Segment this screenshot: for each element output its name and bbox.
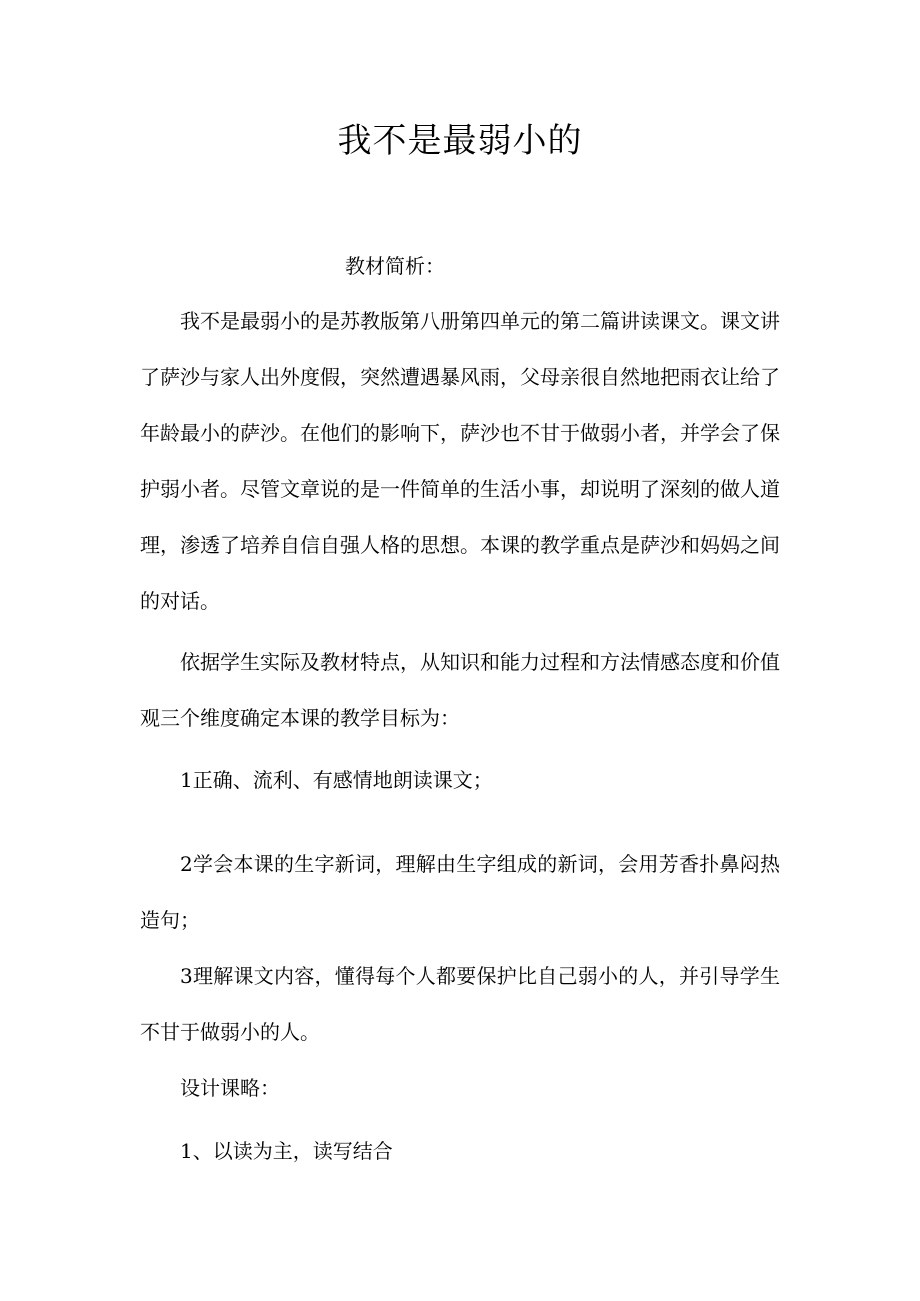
paragraph-material-analysis: 我不是最弱小的是苏教版第八册第四单元的第二篇讲读课文。课文讲了萨沙与家人出外度假，突然遭遇暴风雨，父母亲很自然地把雨衣让给了年龄最小的萨沙。在他们的影响下，萨沙也不甘于做弱小者，并学会了保护弱小者。尽管文章说的是一件简单的生活小事，却说明了深刻的做人道理，渗透了培养自信自强人格的思想。本课的教学重点是萨沙和妈妈之间的对话。 [140, 309, 780, 613]
document-title: 我不是最弱小的 [337, 121, 583, 161]
goal-item-3: 3理解课文内容，懂得每个人都要保护比自己弱小的人，并引导学生不甘于做弱小的人。 [140, 964, 780, 1044]
section-heading-materials: 教材简析： [345, 254, 445, 278]
section-heading-design-strategy: 设计课略： [180, 1076, 280, 1100]
goal-item-2: 2学会本课的生字新词，理解由生字组成的新词，会用芳香扑鼻闷热造句； [140, 852, 780, 932]
paragraph-teaching-goals-intro: 依据学生实际及教材特点，从知识和能力过程和方法情感态度和价值观三个维度确定本课的教学目标为： [140, 650, 780, 730]
strategy-item-1: 1、以读为主，读写结合 [180, 1139, 393, 1163]
goal-item-1: 1正确、流利、有感情地朗读课文； [180, 768, 493, 792]
